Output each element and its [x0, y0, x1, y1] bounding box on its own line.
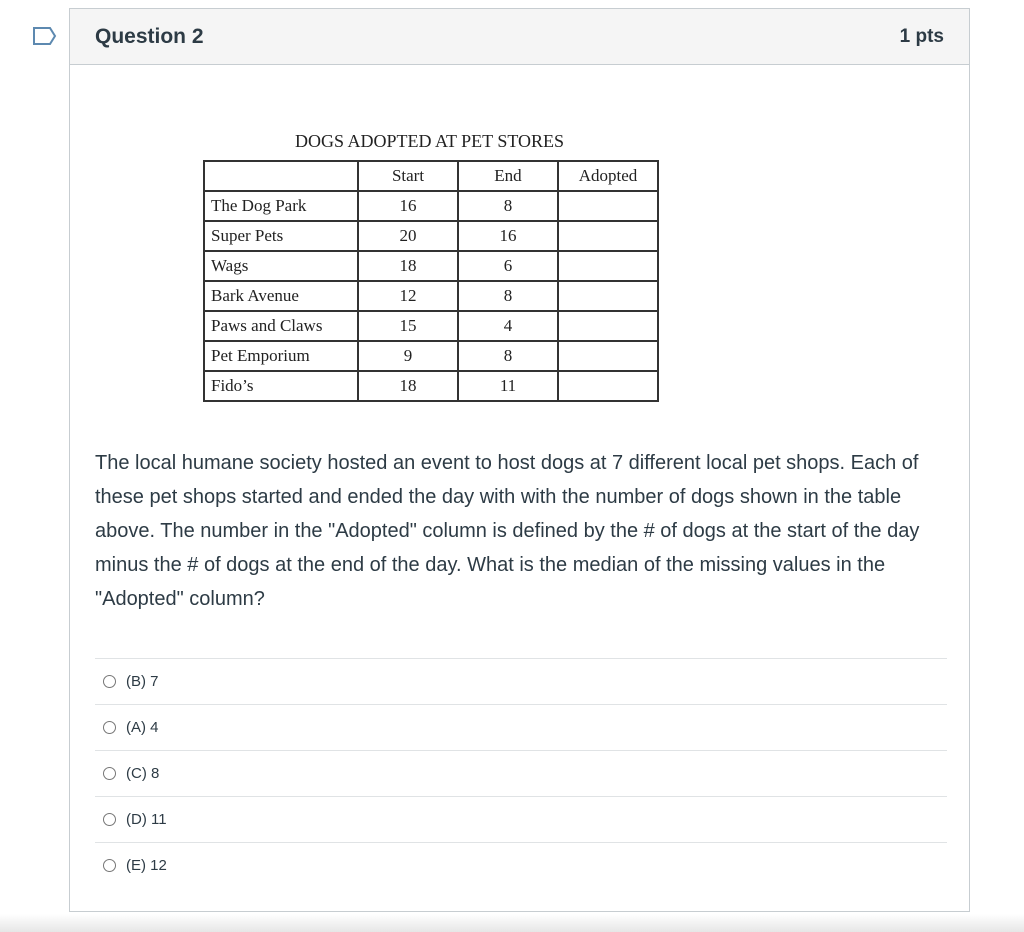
answer-label: (E) 12	[126, 857, 167, 874]
answer-option[interactable]	[95, 842, 947, 888]
table-row	[204, 191, 658, 221]
table-row	[204, 251, 658, 281]
store-name: Wags	[204, 251, 358, 281]
table-cell: 8	[458, 191, 558, 221]
table-cell: 16	[458, 221, 558, 251]
table-cell	[558, 251, 658, 281]
table-cell: 15	[358, 311, 458, 341]
answer-option[interactable]	[95, 750, 947, 796]
table-cell: 16	[358, 191, 458, 221]
radio-button[interactable]	[103, 675, 116, 688]
table-cell	[558, 281, 658, 311]
table-cell	[558, 371, 658, 401]
question-text: The local humane society hosted an event to host dogs at 7 different local pet shops. Each of these pet shops started and ended the day with with the number of dogs shown in the table above. The number in the "Adopted" column is defined by the # of dogs at the start of the day minus the # of dogs at the end of the day. What is the median of the missing values in the "Adopted" column?	[95, 452, 920, 610]
question-header	[70, 9, 969, 65]
store-name	[204, 161, 358, 191]
table-row	[204, 371, 658, 401]
table-cell	[558, 311, 658, 341]
table-title: DOGS ADOPTED AT PET STORES	[294, 131, 565, 151]
store-name: Paws and Claws	[204, 311, 358, 341]
answer-option[interactable]	[95, 658, 947, 704]
store-name: Bark Avenue	[204, 281, 358, 311]
table-cell: 12	[358, 281, 458, 311]
radio-button[interactable]	[103, 813, 116, 826]
answer-option[interactable]	[95, 704, 947, 750]
table-row	[204, 341, 658, 371]
table-cell: Start	[358, 161, 458, 191]
bottom-shadow	[0, 914, 1024, 932]
answer-label: (B) 7	[126, 673, 159, 690]
question-title: Question 2	[95, 24, 204, 48]
table-cell: 6	[458, 251, 558, 281]
data-table	[203, 160, 659, 402]
answer-label: (D) 11	[126, 811, 167, 828]
table-cell: 18	[358, 251, 458, 281]
radio-button[interactable]	[103, 721, 116, 734]
store-name: Fido’s	[204, 371, 358, 401]
table-cell: 4	[458, 311, 558, 341]
table-cell: End	[458, 161, 558, 191]
table-row	[204, 311, 658, 341]
answer-list	[95, 658, 947, 888]
table-row	[204, 281, 658, 311]
table-header-row	[204, 161, 658, 191]
table-cell: 20	[358, 221, 458, 251]
table-cell: 8	[458, 281, 558, 311]
radio-button[interactable]	[103, 859, 116, 872]
flag-question-icon[interactable]	[33, 27, 57, 45]
answer-label: (C) 8	[126, 765, 160, 782]
answer-label: (A) 4	[126, 719, 159, 736]
store-name: The Dog Park	[204, 191, 358, 221]
table-cell	[558, 191, 658, 221]
table-cell: Adopted	[558, 161, 658, 191]
question-points: 1 pts	[899, 25, 944, 47]
store-name: Pet Emporium	[204, 341, 358, 371]
table-cell: 9	[358, 341, 458, 371]
radio-button[interactable]	[103, 767, 116, 780]
answer-option[interactable]	[95, 796, 947, 842]
table-cell	[558, 221, 658, 251]
table-cell	[558, 341, 658, 371]
store-name: Super Pets	[204, 221, 358, 251]
table-cell: 8	[458, 341, 558, 371]
question-card	[69, 8, 970, 912]
table-cell: 18	[358, 371, 458, 401]
table-row	[204, 221, 658, 251]
table-cell: 11	[458, 371, 558, 401]
